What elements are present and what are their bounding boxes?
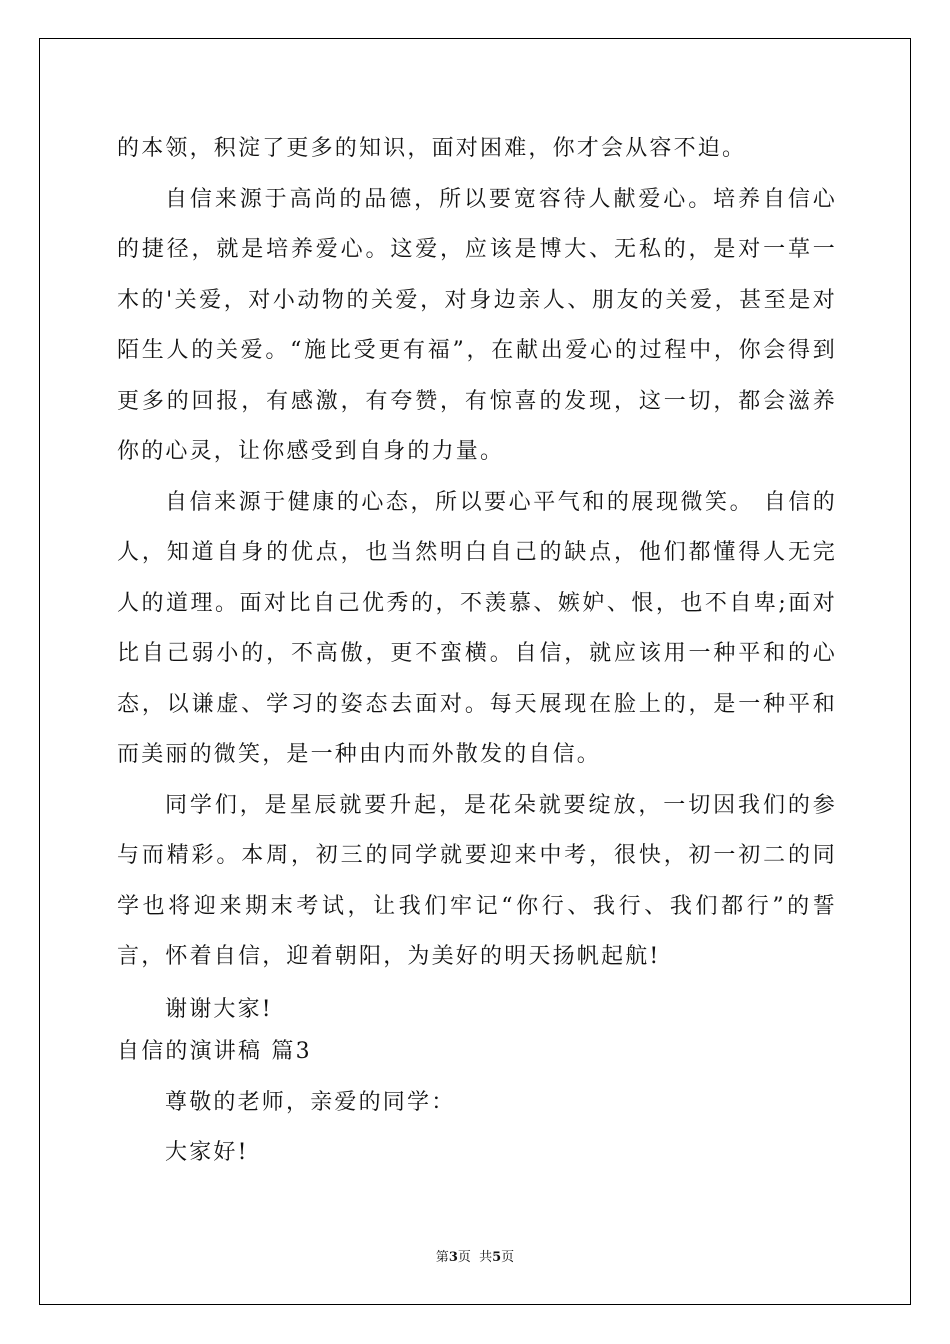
salutation: 尊敬的老师，亲爱的同学： (165, 1089, 456, 1115)
current-page-number: 3 (448, 1250, 458, 1265)
footer-suffix: 页 (501, 1250, 515, 1265)
paragraph: 自信来源于健康的心态，所以要心平气和的展现微笑。 自信的人，知道自身的优点，也当然明白自己的缺点，他们都懂得人无完人的道理。面对比自己优秀的，不羡慕、嫉妒、恨，也不自卑;面对比自己弱小的，不高傲，更不蛮横。自信，就应该用一种平和的心态，以谦虚、学习的姿态去面对。每天展现在脸上的，是一种平和而美丽的微笑，是一种由内而外散发的自信。 (117, 489, 837, 767)
footer-prefix: 第 (435, 1250, 449, 1265)
closing-thanks: 谢谢大家! (165, 996, 273, 1022)
paragraph: 的本领，积淀了更多的知识，面对困难，你才会从容不迫。 (117, 136, 747, 161)
section-heading: 自信的演讲稿 篇3 (117, 1039, 312, 1064)
greeting: 大家好! (165, 1140, 249, 1165)
total-page-count: 5 (492, 1250, 502, 1265)
page-footer (0, 1246, 950, 1265)
document-body (117, 124, 837, 1179)
paragraph: 同学们，是星辰就要升起，是花朵就要绽放，一切因我们的参与而精彩。本周，初三的同学就要迎来中考，很快，初一初二的同学也将迎来期末考试，让我们牢记“你行、我行、我们都行”的誓言，怀着自信，迎着朝阳，为美好的明天扬帆起航! (117, 792, 837, 969)
footer-mid: 页 共 (457, 1250, 493, 1265)
paragraph: 自信来源于高尚的品德，所以要宽容待人献爱心。培养自信心的捷径，就是培养爱心。这爱，应该是博大、无私的，是对一草一木的'关爱，对小动物的关爱，对身边亲人、朋友的关爱，甚至是对陌生人的关爱。“施比受更有福”，在献出爱心的过程中，你会得到更多的回报，有感激，有夸赞，有惊喜的发现，这一切，都会滋养你的心灵，让你感受到自身的力量。 (117, 186, 837, 464)
